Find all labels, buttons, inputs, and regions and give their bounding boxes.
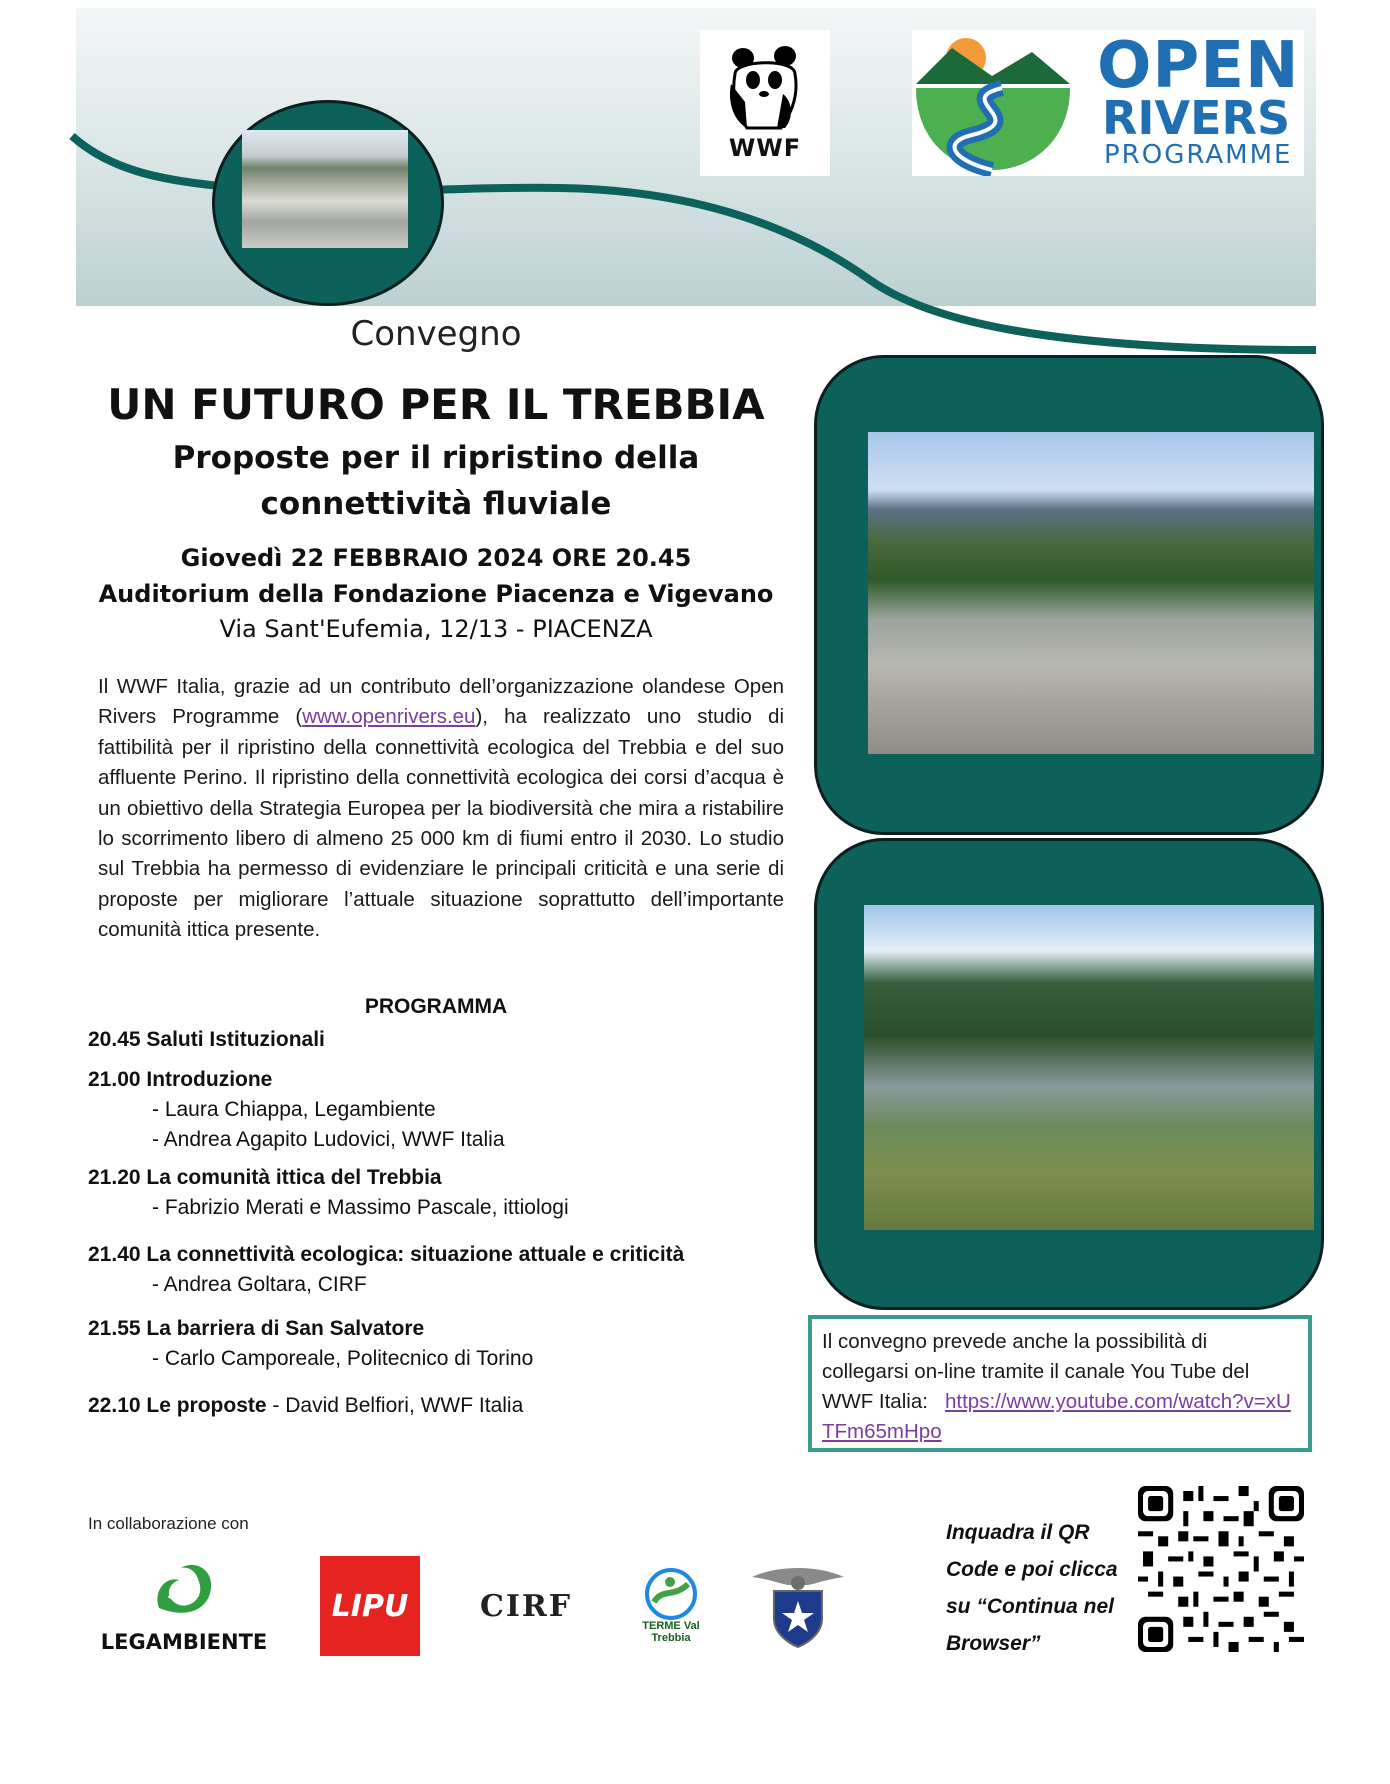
river-photo-meander xyxy=(864,905,1314,1230)
cirf-logo xyxy=(479,1556,573,1656)
event-subtitle xyxy=(76,435,796,527)
open-rivers-line3: PROGRAMME xyxy=(1104,140,1293,170)
terme-name: TERME Val Trebbia xyxy=(642,1620,700,1644)
programma-heading: PROGRAMMA xyxy=(364,995,508,1018)
description-text-1: Il WWF Italia, grazie ad un contributo dell’organizzazione olandese Open Rivers Programme ( xyxy=(98,675,784,729)
open-rivers-line2: RIVERS xyxy=(1102,91,1291,145)
program-item: 21.00 Introduzione xyxy=(88,1068,273,1091)
legambiente-name: LEGAMBIENTE xyxy=(100,1630,268,1654)
wwf-logo xyxy=(700,30,830,176)
event-description xyxy=(98,672,784,946)
event-date: Giovedì 22 FEBBRAIO 2024 ORE 20.45 xyxy=(180,544,692,572)
program-speaker: - Andrea Goltara, CIRF xyxy=(152,1273,367,1296)
openrivers-link[interactable]: www.openrivers.eu xyxy=(302,705,476,729)
swan-icon xyxy=(149,1558,219,1624)
subtitle-line-1: Proposte per il ripristino della xyxy=(172,440,700,476)
event-kind: Convegno xyxy=(350,314,522,354)
program-speaker-inline: - David Belfiori, WWF Italia xyxy=(266,1394,524,1417)
cirf-name: CIRF xyxy=(479,1588,573,1624)
youtube-link[interactable]: https://www.youtube.com/watch?v=xUTFm65mHpo xyxy=(822,1390,1291,1443)
qr-code[interactable] xyxy=(1138,1486,1304,1652)
online-info-text: Il convegno prevede anche la possibilità di collegarsi on-line tramite il canale You Tube del WWF Italia: xyxy=(822,1330,1250,1413)
cai-logo xyxy=(746,1556,850,1656)
collaboration-label: In collaborazione con xyxy=(88,1514,249,1533)
open-rivers-line1: OPEN xyxy=(1097,29,1300,103)
program-speaker: - Fabrizio Merati e Massimo Pascale, ittiologi xyxy=(152,1196,569,1219)
program-item: 22.10 Le proposte - David Belfiori, WWF Italia xyxy=(88,1394,524,1417)
legambiente-logo xyxy=(100,1556,268,1656)
event-address: Via Sant'Eufemia, 12/13 - PIACENZA xyxy=(219,615,653,643)
program-item: 21.55 La barriera di San Salvatore xyxy=(88,1317,425,1340)
subtitle-line-2: connettività fluviale xyxy=(260,486,612,522)
open-rivers-logo xyxy=(912,30,1304,176)
program-item: 21.20 La comunità ittica del Trebbia xyxy=(88,1166,442,1189)
program-item: 20.45 Saluti Istituzionali xyxy=(88,1028,325,1051)
page-title: UN FUTURO PER IL TREBBIA xyxy=(107,380,765,429)
eagle-star-shield-icon xyxy=(748,1563,848,1649)
lipu-logo xyxy=(320,1556,420,1656)
program-item: 21.40 La connettività ecologica: situazione attuale e criticità xyxy=(88,1243,685,1266)
terme-emblem-icon xyxy=(640,1568,702,1620)
program-speaker: - Laura Chiappa, Legambiente xyxy=(152,1098,436,1121)
panda-icon xyxy=(725,44,805,130)
river-photo-trebbia-valley xyxy=(868,432,1314,754)
open-rivers-emblem-icon xyxy=(912,30,1072,176)
program-speaker: - Carlo Camporeale, Politecnico di Torino xyxy=(152,1347,534,1370)
online-info-box xyxy=(808,1315,1312,1452)
river-photo-small xyxy=(242,130,408,248)
wwf-logo-text: WWF xyxy=(728,134,802,162)
description-text-2: ), ha realizzato uno studio di fattibilità per il ripristino della connettività ecologica del Trebbia e del suo affluente Perino. Il ripristino della connettività ecologica dei corsi d’acqua è un obiettivo della Strategia Europea per la biodiversità che mira a ristabilire lo scorrimento libero di almeno 25 000 km di fiumi entro il 2030. Lo studio sul Trebbia ha permesso di evidenziare le principali criticità e una serie di proposte per migliorare l’attuale situazione soprattutto dell’importante comunità ittica presente. xyxy=(98,705,784,942)
qr-instructions: Inquadra il QR Code e poi clicca su “Continua nel Browser” xyxy=(946,1521,1118,1655)
program-speaker: - Andrea Agapito Ludovici, WWF Italia xyxy=(152,1128,505,1151)
event-venue: Auditorium della Fondazione Piacenza e Vigevano xyxy=(98,580,774,608)
terme-val-trebbia-logo xyxy=(626,1556,716,1656)
lipu-name: LIPU xyxy=(331,1588,409,1624)
